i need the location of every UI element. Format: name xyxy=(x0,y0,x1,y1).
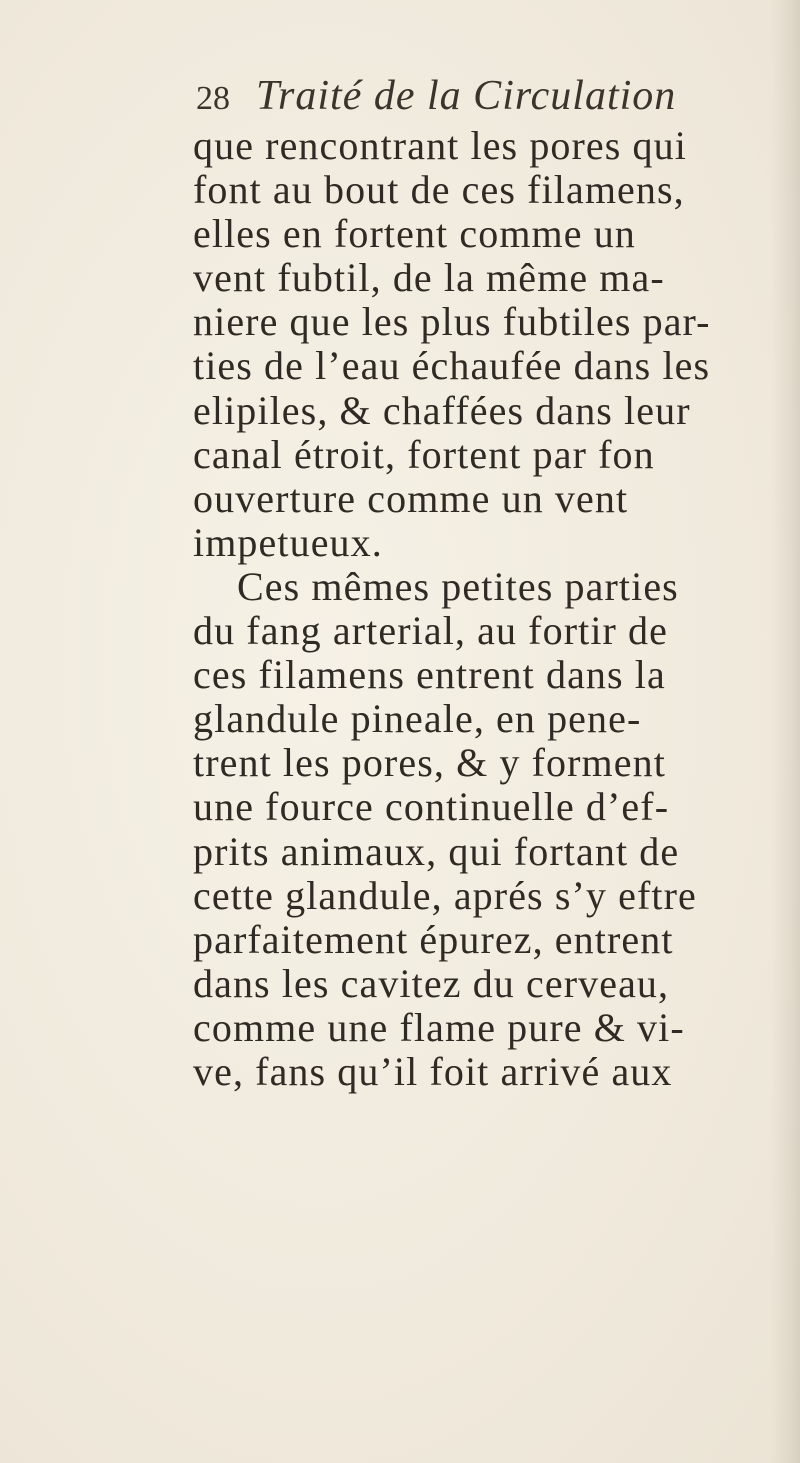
page-number: 28 xyxy=(196,80,230,117)
text-line: comme une flame pure & vi- xyxy=(193,1004,685,1050)
text-line: que rencontrant les pores qui xyxy=(193,123,687,168)
text-line: vent fubtil, de la même ma- xyxy=(193,255,665,301)
text-line: canal étroit, fortent par fon xyxy=(193,431,655,477)
text-line: une fource continuelle d’ef- xyxy=(193,784,670,830)
text-line: ces filamens entrent dans la xyxy=(193,652,666,698)
text-line: glandule pineale, en pene- xyxy=(193,696,642,742)
text-line: font au bout de ces filamens, xyxy=(193,167,685,213)
text-line: parfaitement épurez, entrent xyxy=(193,916,674,962)
page-header xyxy=(196,72,676,122)
text-line: elles en fortent comme un xyxy=(193,211,636,257)
text-line: du fang arterial, au fortir de xyxy=(193,608,669,654)
text-line: cette glandule, aprés s’y eftre xyxy=(193,872,697,918)
body-text xyxy=(193,124,773,1094)
text-line: ve, fans qu’il foit arrivé aux xyxy=(193,1048,673,1094)
paragraph-start-line: Ces mêmes petites parties xyxy=(237,563,679,609)
text-line: trent les pores, & y forment xyxy=(193,740,666,786)
running-title: Traité de la Circulation xyxy=(256,73,677,119)
text-line: ties de l’eau échaufée dans les xyxy=(193,343,711,389)
text-line: impetueux. xyxy=(193,519,383,565)
text-line: dans les cavitez du cerveau, xyxy=(193,960,670,1006)
text-line: prits animaux, qui fortant de xyxy=(193,828,680,874)
text-line: ouverture comme un vent xyxy=(193,475,629,521)
text-line: elipiles, & chaffées dans leur xyxy=(193,387,691,433)
text-line: niere que les plus fubtiles par- xyxy=(193,299,711,345)
